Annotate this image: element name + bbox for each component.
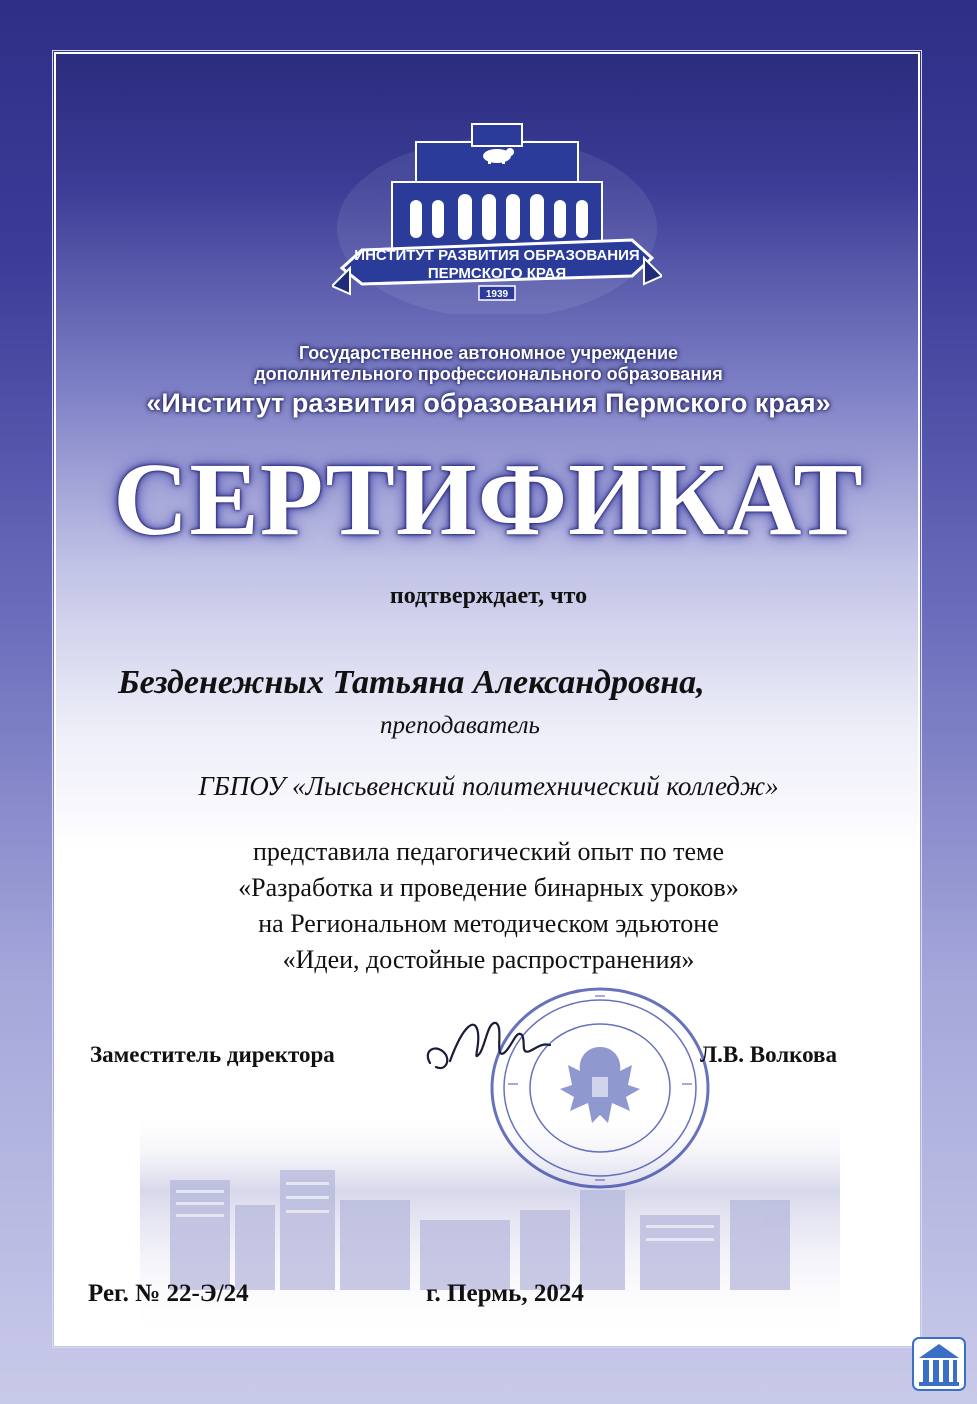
header-line-2: дополнительного профессионального образования (254, 364, 723, 384)
recipient-name: Безденежных Татьяна Александровна, (118, 664, 705, 701)
header-line-1: Государственное автономное учреждение (298, 343, 679, 363)
body-line-2: «Разработка и проведение бинарных уроков» (238, 873, 739, 902)
logo-line1: ИНСТИТУТ РАЗВИТИЯ ОБРАЗОВАНИЯ (354, 247, 640, 264)
logo-line2: ПЕРМСКОГО КРАЯ (427, 265, 567, 282)
place-and-year: г. Пермь, 2024 (426, 1280, 584, 1307)
institute-logo (332, 118, 662, 314)
college-logo-icon (911, 1336, 967, 1392)
coat-of-arms-icon (560, 1047, 640, 1123)
confirms-text: подтверждает, что (389, 583, 588, 609)
signatory-role: Заместитель директора (90, 1042, 335, 1067)
recipient-organization: ГБПОУ «Лысьвенский политехнический колледж» (198, 771, 779, 801)
certificate-title: СЕРТИФИКАТ (113, 442, 864, 557)
body-line-4: «Идеи, достойные распространения» (282, 945, 695, 974)
body-line-3: на Региональном методическом эдьютоне (258, 909, 719, 938)
header-institution-name: «Институт развития образования Пермского края» (146, 388, 831, 418)
handwritten-signature (420, 1003, 560, 1083)
logo-year: 1939 (485, 289, 509, 300)
recipient-position: преподаватель (380, 712, 540, 739)
registration-number: Рег. № 22-Э/24 (88, 1280, 249, 1307)
signatory-name: Л.В. Волкова (700, 1042, 837, 1067)
body-line-1: представила педагогический опыт по теме (252, 837, 725, 866)
